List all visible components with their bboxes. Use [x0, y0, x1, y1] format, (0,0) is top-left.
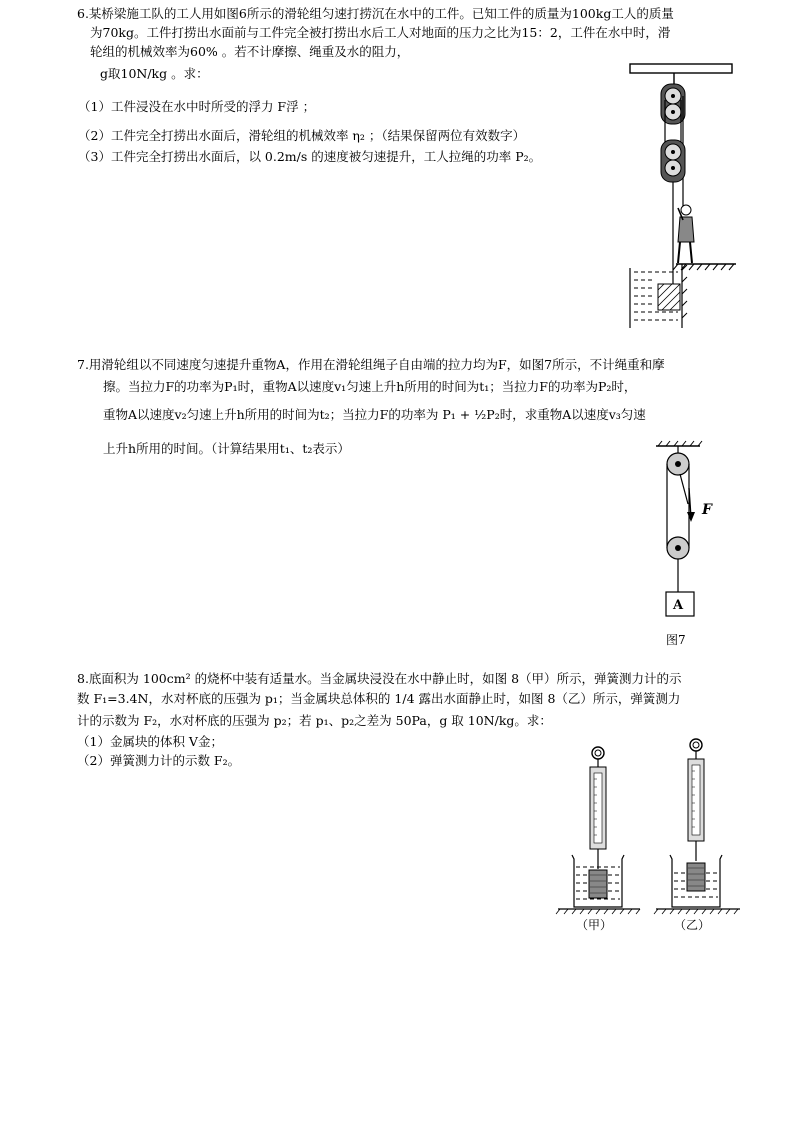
q6-line4: g取10N/kg 。求： — [100, 66, 209, 81]
q7-line3: 重物A以速度v₂匀速上升h所用的时间为t₂；当拉力F的功率为 P₁ + ½P₂时，求重物A以速度v₃匀速 — [103, 407, 646, 422]
q8-sub1: （1）金属块的体积 V金； — [77, 734, 223, 749]
q8-line1: 8.底面积为 100cm² 的烧杯中装有适量水。当金属块浸没在水中静止时，如图 8（甲）所示，弹簧测力计的示 — [77, 671, 682, 686]
q7-line4: 上升h所用的时间。（计算结果用t₁、t₂表示） — [103, 441, 350, 456]
q6-line2: 为70kg。工件打捞出水面前与工件完全被打捞出水后工人对地面的压力之比为15：2，工件在水中时，滑 — [90, 25, 671, 40]
q6-sub2: （2）工件完全打捞出水面后，滑轮组的机械效率 η₂ ；（结果保留两位有效数字） — [78, 128, 526, 143]
q6-line1: 6.某桥梁施工队的工人用如图6所示的滑轮组匀速打捞沉在水中的工件。已知工件的质量为100kg工人的质量 — [77, 6, 674, 21]
q8-line2: 数 F₁=3.4N，水对杯底的压强为 p₁；当金属块总体积的 1/4 露出水面静止时，如图 8（乙）所示，弹簧测力 — [77, 691, 681, 706]
label-yi: （乙） — [674, 918, 711, 932]
q6-line3: 轮组的机械效率为60% 。若不计摩擦、绳重及水的阻力， — [90, 44, 410, 59]
label-jia: （甲） — [576, 918, 613, 932]
q6-sub3: （3）工件完全打捞出水面后，以 0.2m/s 的速度被匀速提升，工人拉绳的功率 P₂。 — [78, 149, 542, 164]
q7-line1: 7.用滑轮组以不同速度匀速提升重物A，作用在滑轮组绳子自由端的拉力均为F，如图7所示，不计绳重和摩 — [77, 357, 665, 372]
figure-7-pulley — [642, 440, 732, 650]
scale-jia — [590, 747, 606, 869]
beaker-yi — [670, 855, 722, 907]
q8-sub2: （2）弹簧测力计的示数 F₂。 — [77, 753, 241, 768]
q6-sub1: （1）工件浸没在水中时所受的浮力 F浮 ； — [78, 99, 316, 114]
q8-line3: 计的示数为 F₂，水对杯底的压强为 p₂；若 p₁、p₂之差为 50Pa，g 取 10N/kg。求： — [77, 713, 552, 728]
force-label: F — [702, 502, 712, 518]
metal-block-yi — [687, 863, 705, 891]
figure-8-spring-scales — [554, 735, 754, 935]
worker-figure — [678, 205, 694, 263]
submerged-workpiece — [658, 284, 680, 310]
scale-yi — [688, 739, 704, 861]
block-a-label: A — [673, 598, 684, 613]
ceiling-beam — [630, 64, 732, 73]
metal-block-jia — [589, 870, 607, 898]
figure-7-caption: 图7 — [666, 633, 686, 647]
movable-pulley — [661, 140, 685, 182]
figure-6-pulley-worker — [626, 60, 746, 332]
q7-line2: 擦。当拉力F的功率为P₁时，重物A以速度v₁匀速上升h所用的时间为t₁；当拉力F的功率为P₂时， — [103, 379, 637, 394]
